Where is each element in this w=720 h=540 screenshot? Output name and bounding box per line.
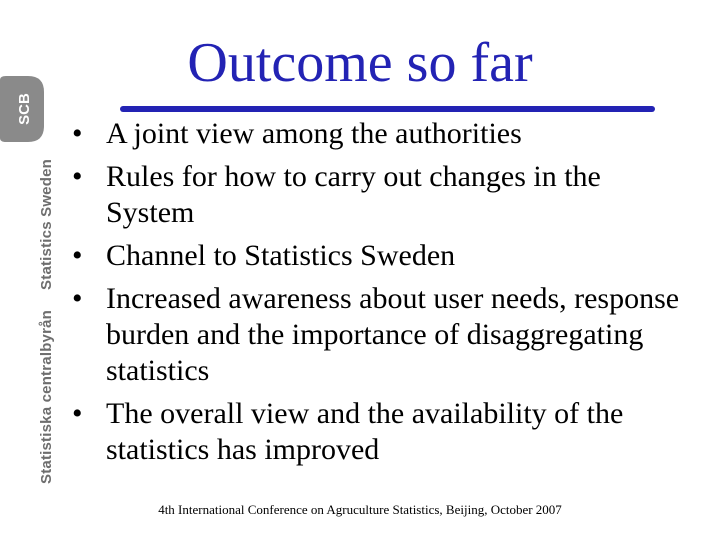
bullet-text: Increased awareness about user needs, response burden and the importance of disaggregating statistics <box>106 282 680 387</box>
bullet-item <box>72 238 692 274</box>
title-underline <box>120 106 655 112</box>
bullet-marker: • <box>72 160 83 193</box>
bullet-item <box>72 281 692 389</box>
bullet-marker: • <box>72 117 83 150</box>
scb-logo <box>0 76 44 142</box>
bullet-item <box>72 159 692 231</box>
bullet-marker: • <box>72 397 83 430</box>
footer-text: 4th International Conference on Agruculture Statistics, Beijing, October 2007 <box>158 502 562 517</box>
bullet-marker: • <box>72 282 83 315</box>
org-name-swedish: Statistiska centralbyrån <box>38 309 55 484</box>
bullet-text: Channel to Statistics Sweden <box>106 239 456 272</box>
scb-logo-text: SCB <box>16 93 33 125</box>
bullet-text: The overall view and the availability of the statistics has improved <box>106 397 624 466</box>
bullet-item <box>72 116 692 152</box>
vertical-org-name <box>38 154 55 484</box>
bullet-list <box>72 116 692 475</box>
bullet-marker: • <box>72 239 83 272</box>
bullet-item <box>72 396 692 468</box>
slide-footer <box>0 502 720 518</box>
org-name-english: Statistics Sweden <box>38 159 55 290</box>
bullet-text: A joint view among the authorities <box>106 117 522 150</box>
bullet-text: Rules for how to carry out changes in the System <box>106 160 601 229</box>
slide-title: Outcome so far <box>187 32 533 94</box>
